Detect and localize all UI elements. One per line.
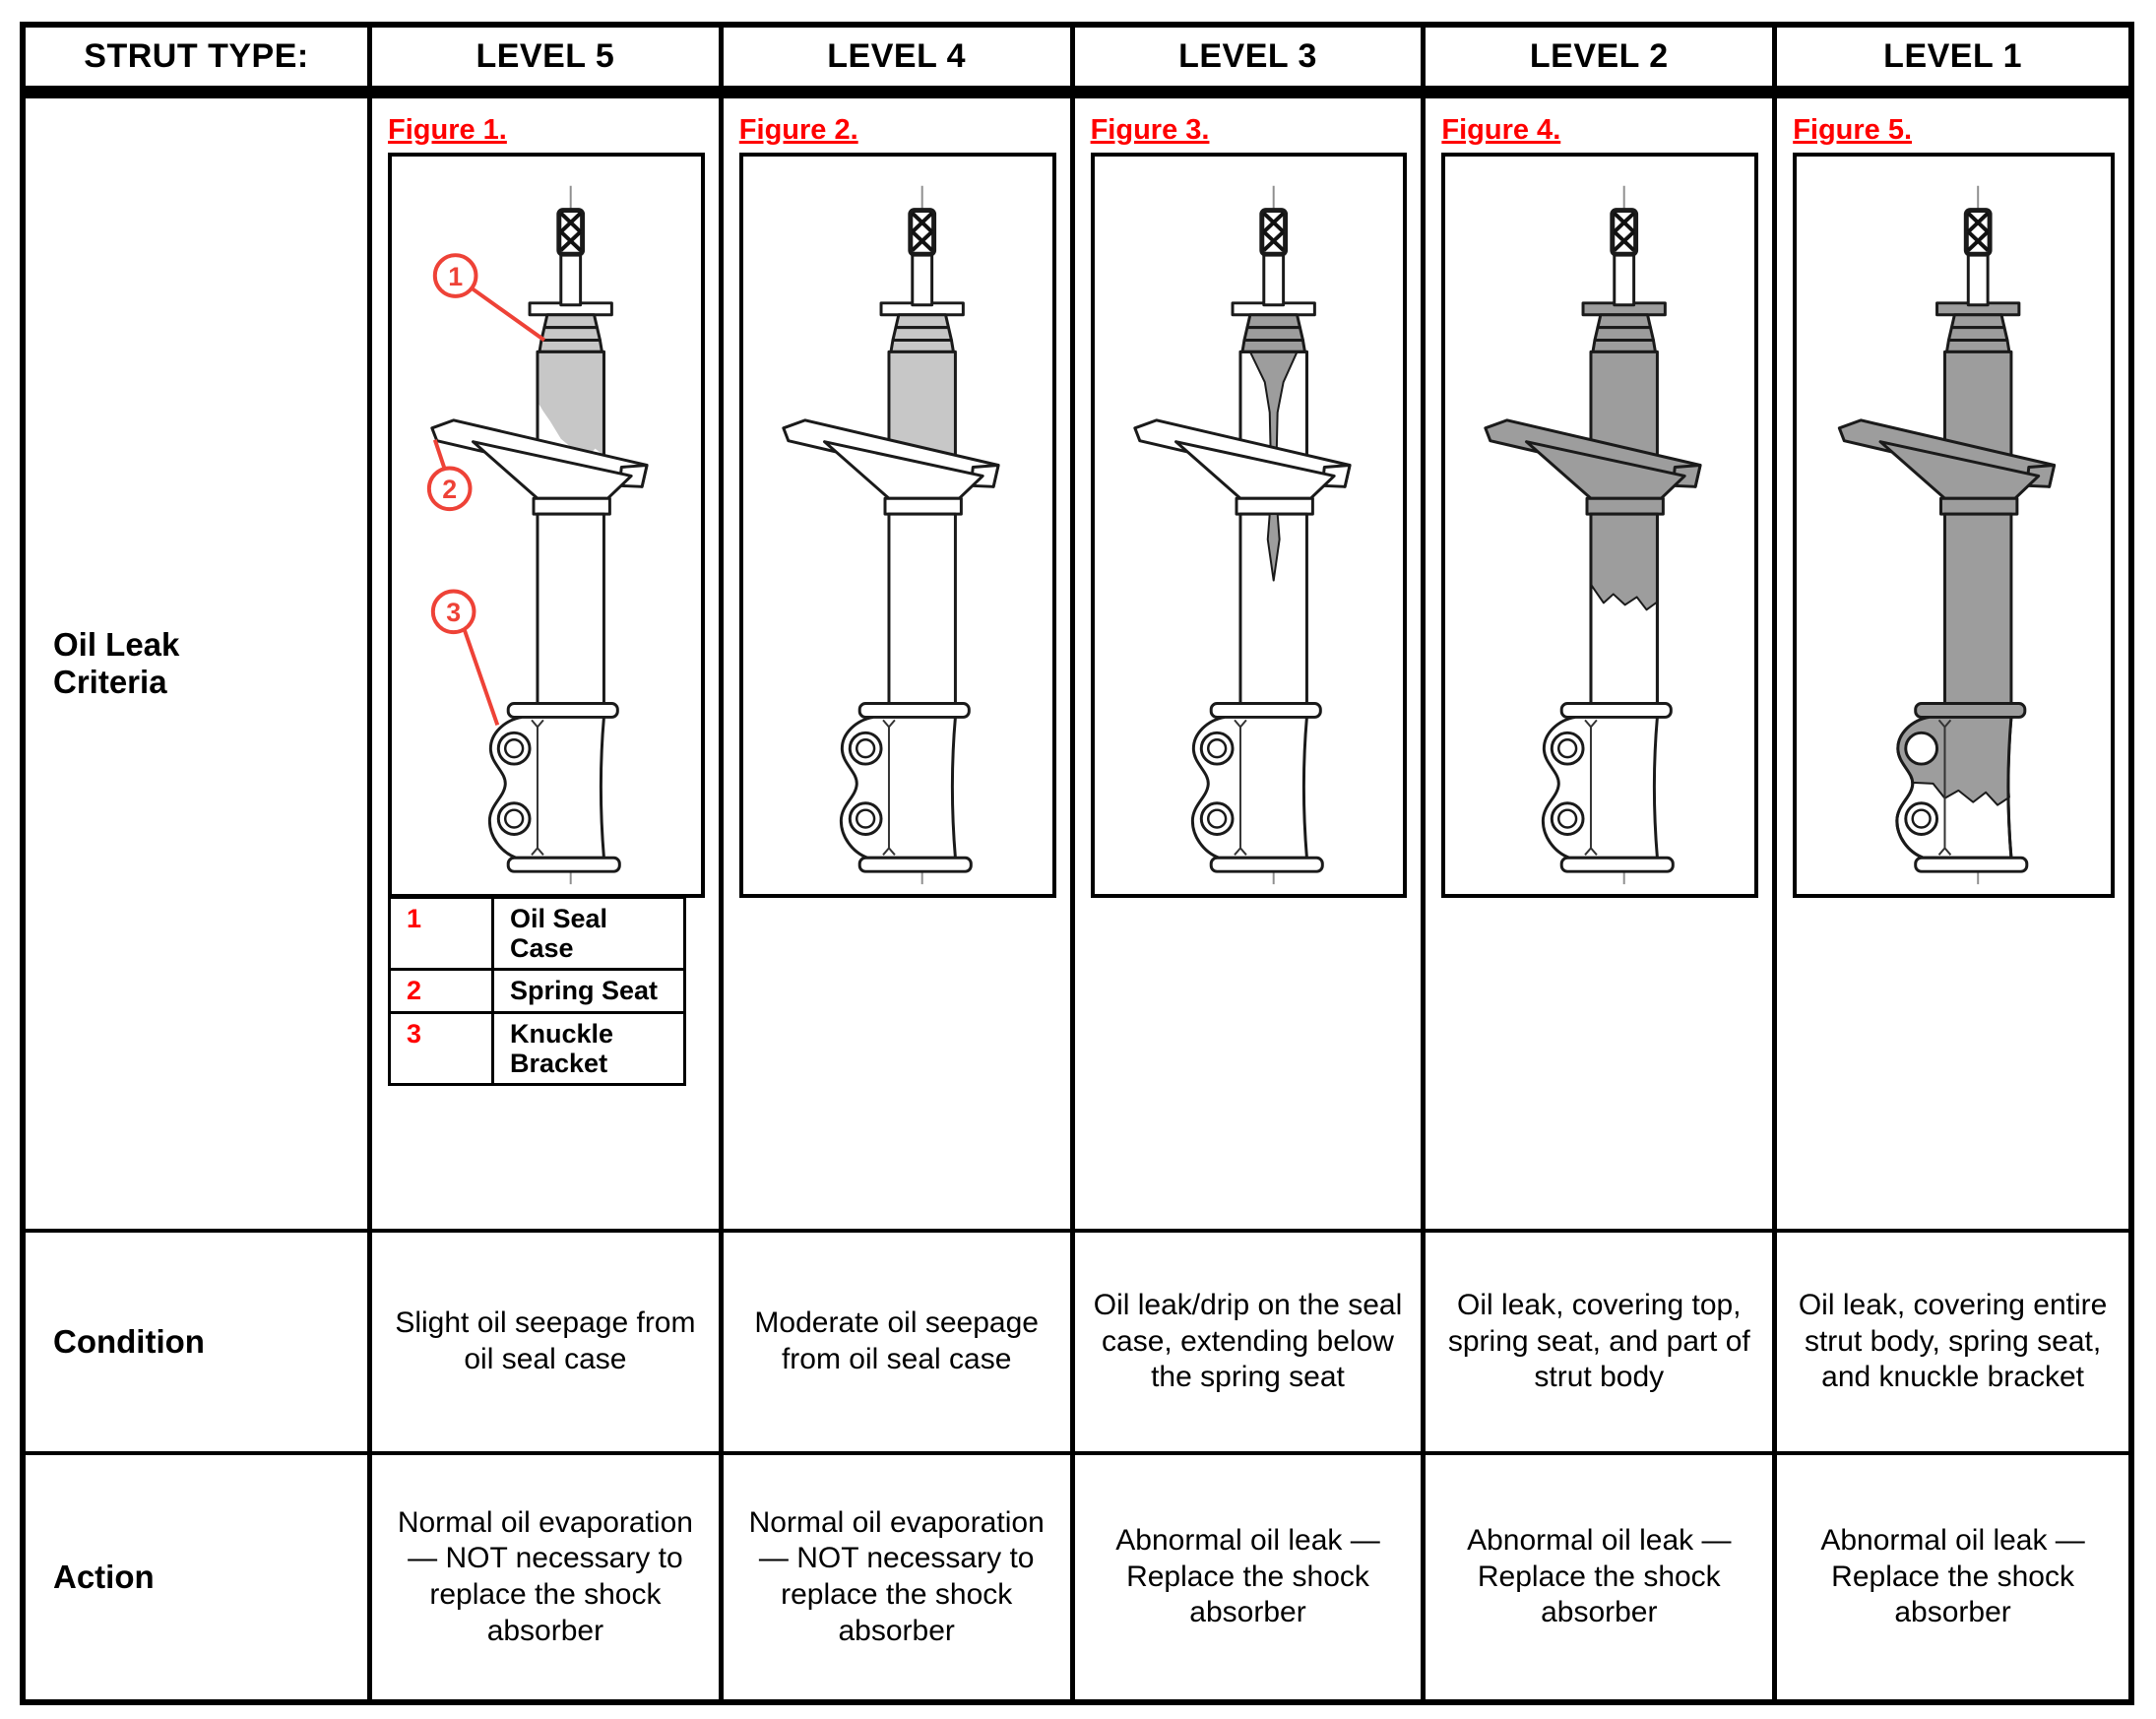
legend-label-oil-seal-case: Oil Seal Case: [493, 898, 685, 970]
action-level-3: Abnormal oil leak — Replace the shock absorber: [1075, 1455, 1427, 1699]
figure-2-label: Figure 2.: [738, 114, 858, 146]
header-strut-type: [26, 28, 372, 98]
figure-1-box: [388, 153, 705, 898]
figure-1-label: Figure 1.: [388, 114, 507, 146]
criteria-cell-level-2: [1426, 98, 1777, 1233]
strut-diagram-level-4: [743, 157, 1052, 894]
legend-label-knuckle-bracket: Knuckle Bracket: [493, 1012, 685, 1084]
callout-3-number: 3: [446, 598, 462, 628]
header-level-3: LEVEL 3: [1075, 28, 1427, 98]
action-level-4: Normal oil evaporation — NOT necessary to replace the shock absorber: [724, 1455, 1075, 1699]
strut-diagram-level-5: [392, 157, 701, 894]
row-label-oil-leak-criteria: Oil Leak Criteria: [26, 98, 372, 1233]
legend-row: [390, 970, 685, 1012]
condition-level-1: Oil leak, covering entire strut body, spring seat, and knuckle bracket: [1777, 1233, 2128, 1455]
criteria-cell-level-5: [372, 98, 724, 1233]
condition-level-4: Moderate oil seepage from oil seal case: [724, 1233, 1075, 1455]
header-level-2: LEVEL 2: [1426, 28, 1777, 98]
criteria-cell-level-1: [1777, 98, 2128, 1233]
condition-level-2: Oil leak, covering top, spring seat, and part of strut body: [1426, 1233, 1777, 1455]
strut-type-label: STRUT TYPE:: [84, 37, 309, 75]
criteria-cell-level-4: [724, 98, 1075, 1233]
header-level-4: LEVEL 4: [724, 28, 1075, 98]
criteria-cell-level-3: [1075, 98, 1427, 1233]
figure-1-legend: [388, 896, 686, 1086]
figure-5-box: [1793, 153, 2115, 898]
legend-row: [390, 1012, 685, 1084]
figure-3-label: Figure 3.: [1090, 114, 1210, 146]
row-label-action: Action: [26, 1455, 372, 1699]
figure-4-box: [1441, 153, 1758, 898]
legend-num-3: 3: [390, 1012, 493, 1084]
legend-row: [390, 898, 685, 970]
figure-2-box: [739, 153, 1056, 898]
legend-label-spring-seat: Spring Seat: [493, 970, 685, 1012]
figure-4-label: Figure 4.: [1441, 114, 1561, 146]
row-label-condition: Condition: [26, 1233, 372, 1455]
callout-2-leader: [435, 440, 445, 470]
condition-level-5: Slight oil seepage from oil seal case: [372, 1233, 724, 1455]
strut-diagram-level-2: [1445, 157, 1754, 894]
legend-num-1: 1: [390, 898, 493, 970]
callout-2-number: 2: [442, 475, 458, 505]
legend-num-2: 2: [390, 970, 493, 1012]
callout-1-number: 1: [448, 261, 464, 291]
action-level-2: Abnormal oil leak — Replace the shock absorber: [1426, 1455, 1777, 1699]
strut-diagram-level-3: [1095, 157, 1404, 894]
action-level-5: Normal oil evaporation — NOT necessary to replace the shock absorber: [372, 1455, 724, 1699]
header-level-5: LEVEL 5: [372, 28, 724, 98]
figure-3-box: [1091, 153, 1408, 898]
bracket-top-hole: [1906, 732, 1937, 764]
oil-leak-lower-patch: [1591, 514, 1657, 609]
figure-5-label: Figure 5.: [1793, 114, 1913, 146]
strut-diagram-level-1: [1797, 157, 2111, 894]
action-level-1: Abnormal oil leak — Replace the shock absorber: [1777, 1455, 2128, 1699]
condition-level-3: Oil leak/drip on the seal case, extending below the spring seat: [1075, 1233, 1427, 1455]
callout-3-leader: [465, 629, 498, 725]
criteria-table: [20, 22, 2134, 1705]
header-level-1: LEVEL 1: [1777, 28, 2128, 98]
